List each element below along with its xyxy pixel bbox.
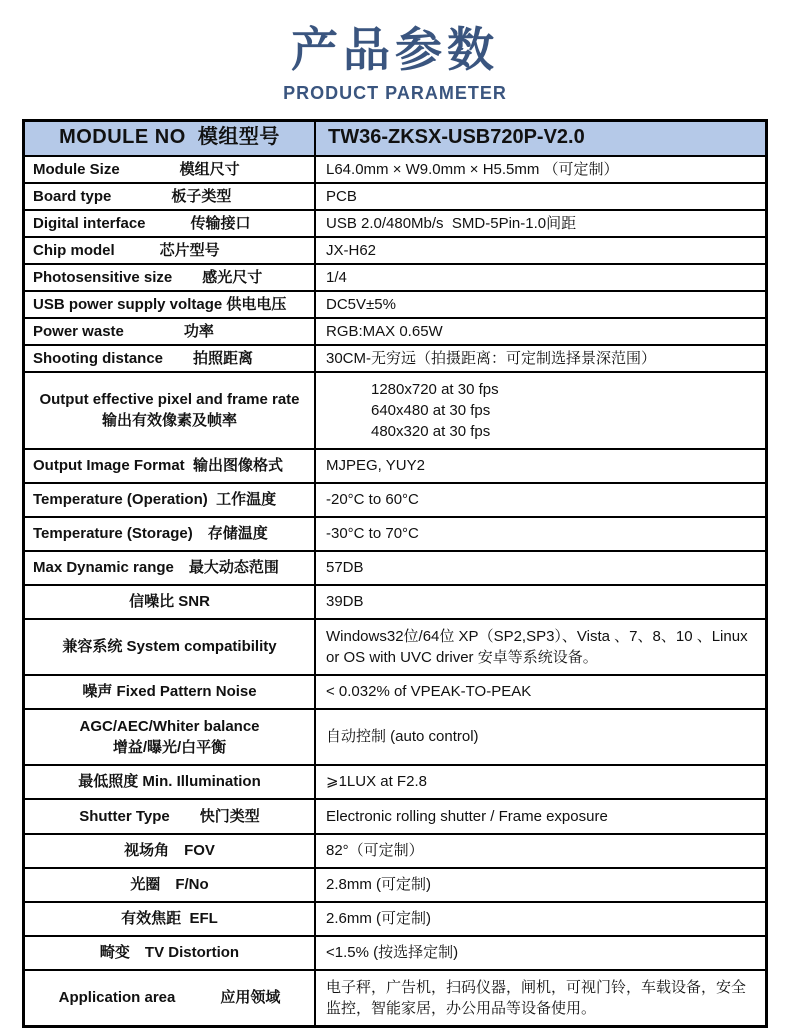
param-label-line: Photosensitive size 感光尺寸	[33, 268, 263, 286]
param-value-cell	[314, 292, 765, 317]
param-row	[25, 674, 765, 708]
param-label-line: 光圈 F/No	[130, 876, 209, 894]
param-value-line: 30CM-无穷远（拍摄距离：可定制选择景深范围）	[326, 349, 657, 367]
param-value-line: 1280x720 at 30 fps	[326, 380, 499, 398]
param-value-line: JX-H62	[326, 241, 377, 259]
param-label-line: 兼容系统 System compatibility	[62, 638, 277, 656]
param-value-cell	[314, 620, 765, 674]
param-value-line: MJPEG, YUY2	[326, 457, 425, 475]
param-value-line: 自动控制 (auto control)	[326, 728, 479, 746]
param-value-line: L64.0mm × W9.0mm × H5.5mm （可定制）	[326, 160, 619, 178]
param-label-line: Board type 板子类型	[33, 187, 232, 205]
param-value-cell	[314, 211, 765, 236]
param-row	[25, 516, 765, 550]
param-row	[25, 901, 765, 935]
param-value-cell	[314, 800, 765, 833]
param-value-cell	[314, 869, 765, 901]
param-value-cell	[314, 184, 765, 209]
module-no-value-cell	[314, 122, 765, 155]
param-label-line: Application area 应用领域	[58, 989, 281, 1007]
param-row	[25, 236, 765, 263]
module-no-value: TW36-ZKSX-USB720P-V2.0	[328, 126, 585, 149]
param-label-line: Shooting distance 拍照距离	[33, 349, 254, 367]
page-subtitle: PRODUCT PARAMETER	[283, 82, 507, 103]
param-value-line: Electronic rolling shutter / Frame exposure	[326, 807, 608, 825]
param-row	[25, 798, 765, 833]
param-label-cell	[25, 971, 314, 1025]
param-label-line: 有效焦距 EFL	[121, 910, 218, 928]
param-value-line: ⩾1LUX at F2.8	[326, 773, 427, 791]
param-value-cell	[314, 586, 765, 618]
param-label-cell	[25, 552, 314, 584]
param-value-line: 57DB	[326, 559, 364, 577]
param-label-line: Shutter Type 快门类型	[79, 807, 260, 825]
table-header-row	[25, 122, 765, 155]
param-label-line: Output effective pixel and frame rate	[39, 391, 300, 409]
param-value-cell	[314, 937, 765, 969]
param-label-line: AGC/AEC/Whiter balance	[79, 717, 260, 735]
param-row	[25, 209, 765, 236]
param-label-cell	[25, 319, 314, 344]
param-label-cell	[25, 710, 314, 764]
param-label-cell	[25, 903, 314, 935]
param-label-cell	[25, 586, 314, 618]
param-label-line: 增益/曝光/白平衡	[112, 738, 227, 756]
param-label-cell	[25, 292, 314, 317]
param-value-cell	[314, 903, 765, 935]
param-value-cell	[314, 766, 765, 798]
param-label-cell	[25, 800, 314, 833]
param-value-cell	[314, 319, 765, 344]
param-label-line: Output Image Format 输出图像格式	[33, 457, 284, 475]
param-label-line: Digital interface 传输接口	[33, 214, 251, 232]
param-row	[25, 155, 765, 182]
param-label-line: USB power supply voltage 供电电压	[33, 295, 287, 313]
param-label-cell	[25, 620, 314, 674]
param-label-cell	[25, 373, 314, 448]
param-value-cell	[314, 346, 765, 371]
param-label-line: 输出有效像素及帧率	[101, 412, 237, 430]
param-value-cell	[314, 484, 765, 516]
param-label-cell	[25, 238, 314, 263]
param-row	[25, 550, 765, 584]
param-row	[25, 833, 765, 867]
param-row	[25, 584, 765, 618]
param-label-line: 畸变 TV Distortion	[99, 944, 240, 962]
param-value-cell	[314, 835, 765, 867]
param-value-cell	[314, 238, 765, 263]
module-no-header-cell	[25, 122, 314, 155]
param-label-line: 信噪比 SNR	[129, 593, 210, 611]
param-row	[25, 482, 765, 516]
page-title: 产品参数	[291, 23, 499, 76]
param-label-cell	[25, 211, 314, 236]
param-value-line: RGB:MAX 0.65W	[326, 322, 443, 340]
param-row	[25, 708, 765, 764]
param-value-cell	[314, 710, 765, 764]
param-label-line: Chip model 芯片型号	[33, 241, 220, 259]
param-label-line: 视场角 FOV	[124, 842, 215, 860]
param-row	[25, 448, 765, 482]
param-label-line: Temperature (Operation) 工作温度	[33, 491, 277, 509]
param-value-cell	[314, 157, 765, 182]
param-label-line: 噪声 Fixed Pattern Noise	[82, 683, 257, 701]
param-row	[25, 344, 765, 371]
param-row	[25, 263, 765, 290]
param-value-cell	[314, 971, 765, 1025]
param-value-line: < 0.032% of VPEAK-TO-PEAK	[326, 683, 532, 701]
param-value-line: PCB	[326, 187, 357, 205]
param-label-line: Power waste 功率	[33, 322, 214, 340]
param-row	[25, 371, 765, 448]
param-label-cell	[25, 869, 314, 901]
param-row	[25, 290, 765, 317]
param-value-line: 1/4	[326, 268, 347, 286]
param-label-cell	[25, 766, 314, 798]
param-value-line: DC5V±5%	[326, 295, 396, 313]
param-value-line: 2.6mm (可定制)	[326, 910, 432, 928]
param-label-cell	[25, 676, 314, 708]
param-row	[25, 317, 765, 344]
param-value-line: USB 2.0/480Mb/s SMD-5Pin-1.0间距	[326, 214, 577, 232]
param-row	[25, 618, 765, 674]
param-value-cell	[314, 265, 765, 290]
param-value-line: -30°C to 70°C	[326, 525, 419, 543]
param-value-line: 39DB	[326, 593, 364, 611]
product-spec-table	[22, 119, 768, 1028]
param-row	[25, 969, 765, 1025]
param-value-cell	[314, 676, 765, 708]
param-value-cell	[314, 450, 765, 482]
param-value-line: 480x320 at 30 fps	[326, 422, 491, 440]
param-value-line: Windows32位/64位 XP（SP2,SP3）、Vista 、7、8、10 、Linux or OS with UVC driver 安卓等系统设备。	[326, 627, 752, 666]
param-value-line: -20°C to 60°C	[326, 491, 419, 509]
param-label-line: Max Dynamic range 最大动态范围	[33, 559, 279, 577]
param-label-line: Temperature (Storage) 存储温度	[33, 525, 268, 543]
module-no-header-label: MODULE NO 模组型号	[59, 126, 280, 149]
param-label-cell	[25, 265, 314, 290]
param-row	[25, 867, 765, 901]
param-label-cell	[25, 484, 314, 516]
param-value-cell	[314, 552, 765, 584]
param-label-cell	[25, 937, 314, 969]
param-value-line: 电子秤，广告机，扫码仪器，闸机，可视门铃，车载设备，安全监控，智能家居，办公用品等设备使用。	[326, 978, 747, 1017]
param-row	[25, 764, 765, 798]
param-label-line: 最低照度 Min. Illumination	[78, 773, 261, 791]
title-block	[0, 0, 790, 104]
param-label-cell	[25, 835, 314, 867]
param-value-cell	[314, 373, 765, 448]
param-value-line: 640x480 at 30 fps	[326, 401, 491, 419]
param-label-cell	[25, 157, 314, 182]
param-label-cell	[25, 346, 314, 371]
param-value-cell	[314, 518, 765, 550]
param-row	[25, 182, 765, 209]
param-label-line: Module Size 模组尺寸	[33, 160, 240, 178]
param-value-line: 2.8mm (可定制)	[326, 876, 432, 894]
param-value-line: <1.5% (按选择定制)	[326, 944, 459, 962]
param-label-cell	[25, 184, 314, 209]
param-label-cell	[25, 518, 314, 550]
param-row	[25, 935, 765, 969]
param-value-line: 82°（可定制）	[326, 842, 424, 860]
param-label-cell	[25, 450, 314, 482]
